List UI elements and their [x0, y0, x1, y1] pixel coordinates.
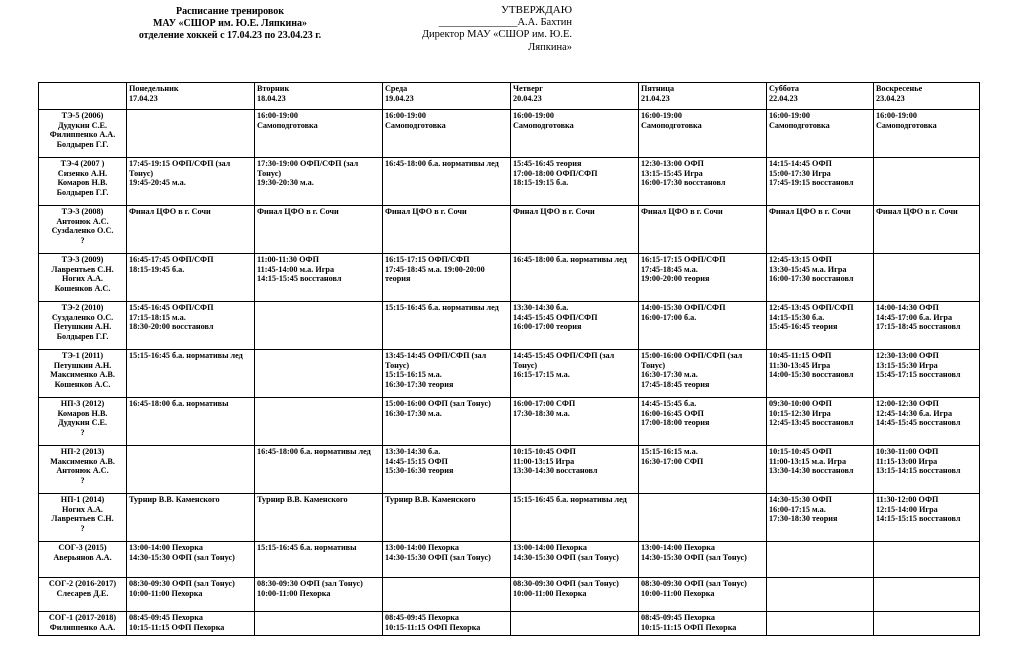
table-row: [39, 206, 980, 254]
schedule-cell: 11:00-11:30 ОФП 11:45-14:00 м.а. Игра 14:15-15:45 восстановл: [255, 254, 383, 302]
table-row: [39, 578, 980, 612]
schedule-cell: 15:15-16:45 б.а. нормативы лед: [383, 302, 511, 350]
group-cell: НП-1 (2014) Ногих А.А. Лаврентьев С.Н. ?: [39, 494, 127, 542]
group-cell: ТЭ-5 (2006) Дудукин С.Е. Филиппенко А.А. Болдырев Г.Г.: [39, 110, 127, 158]
schedule-cell: 10:45-11:15 ОФП 11:30-13:45 Игра 14:00-15:30 восстановл: [767, 350, 874, 398]
schedule-cell: 13:00-14:00 Пехорка 14:30-15:30 ОФП (зал Тонус): [511, 542, 639, 578]
group-cell: ТЭ-3 (2009) Лаврентьев С.Н. Ногих А.А. Кошенков А.С.: [39, 254, 127, 302]
schedule-cell: 16:45-18:00 б.а. нормативы лед: [255, 446, 383, 494]
schedule-cell: 12:45-13:45 ОФП/СФП 14:15-15:30 б.а. 15:45-16:45 теория: [767, 302, 874, 350]
schedule-cell: 13:45-14:45 ОФП/СФП (зал Тонус) 15:15-16:15 м.а. 16:30-17:30 теория: [383, 350, 511, 398]
table-row: [39, 254, 980, 302]
schedule-cell: Финал ЦФО в г. Сочи: [383, 206, 511, 254]
schedule-cell: 08:30-09:30 ОФП (зал Тонус) 10:00-11:00 Пехорка: [511, 578, 639, 612]
schedule-cell: 16:00-19:00 Самоподготовка: [255, 110, 383, 158]
schedule-cell: 12:00-12:30 ОФП 12:45-14:30 б.а. Игра 14:45-15:45 восстановл: [874, 398, 980, 446]
schedule-cell: [511, 612, 639, 636]
group-cell: СОГ-2 (2016-2017) Слесарев Д.Е.: [39, 578, 127, 612]
corner-cell: [39, 83, 127, 110]
schedule-cell: 16:00-19:00 Самоподготовка: [383, 110, 511, 158]
schedule-cell: 08:45-09:45 Пехорка 10:15-11:15 ОФП Пехорка: [639, 612, 767, 636]
schedule-cell: 15:15-16:45 б.а. нормативы лед: [511, 494, 639, 542]
schedule-cell: 10:15-10:45 ОФП 11:00-13:15 Игра 13:30-14:30 восстановл: [511, 446, 639, 494]
schedule-cell: [874, 158, 980, 206]
table-row: [39, 542, 980, 578]
schedule-cell: 08:45-09:45 Пехорка 10:15-11:15 ОФП Пехорка: [127, 612, 255, 636]
schedule-cell: 15:45-16:45 теория 17:00-18:00 ОФП/СФП 18:15-19:15 б.а.: [511, 158, 639, 206]
schedule-cell: [255, 612, 383, 636]
day-header-row: [39, 83, 980, 110]
schedule-cell: 15:15-16:15 м.а. 16:30-17:00 СФП: [639, 446, 767, 494]
schedule-cell: [874, 254, 980, 302]
group-cell: НП-2 (2013) Максименко А.В. Антонюк А.С. ?: [39, 446, 127, 494]
day-header: Среда 19.04.23: [383, 83, 511, 110]
schedule-cell: 16:15-17:15 ОФП/СФП 17:45-18:45 м.а. 19:00-20:00 теория: [383, 254, 511, 302]
training-schedule-table: [38, 82, 980, 636]
schedule-cell: [255, 350, 383, 398]
schedule-cell: 08:30-09:30 ОФП (зал Тонус) 10:00-11:00 Пехорка: [127, 578, 255, 612]
schedule-cell: 12:30-13:00 ОФП 13:15-15:45 Игра 16:00-17:30 восстановл: [639, 158, 767, 206]
group-cell: ТЭ-1 (2011) Петушкин А.Н. Максименко А.В. Кошенков А.С.: [39, 350, 127, 398]
schedule-cell: 08:30-09:30 ОФП (зал Тонус) 10:00-11:00 Пехорка: [639, 578, 767, 612]
schedule-cell: 17:45-19:15 ОФП/СФП (зал Тонус) 19:45-20:45 м.а.: [127, 158, 255, 206]
schedule-cell: [874, 578, 980, 612]
schedule-cell: [874, 612, 980, 636]
schedule-cell: Финал ЦФО в г. Сочи: [255, 206, 383, 254]
schedule-cell: 16:45-17:45 ОФП/СФП 18:15-19:45 б.а.: [127, 254, 255, 302]
schedule-cell: 16:00-19:00 Самоподготовка: [511, 110, 639, 158]
schedule-cell: Турнир В.В. Каменского: [127, 494, 255, 542]
schedule-cell: [383, 578, 511, 612]
day-header: Четверг 20.04.23: [511, 83, 639, 110]
table-row: [39, 398, 980, 446]
table-row: [39, 612, 980, 636]
table-row: [39, 350, 980, 398]
schedule-cell: [639, 494, 767, 542]
approval-title: УТВЕРЖДАЮ: [501, 4, 572, 16]
schedule-cell: 13:30-14:30 б.а. 14:45-15:45 ОФП/СФП 16:00-17:00 теория: [511, 302, 639, 350]
schedule-cell: [255, 398, 383, 446]
schedule-cell: [127, 110, 255, 158]
header-organization: МАУ «СШОР им. Ю.Е. Ляпкина»: [152, 18, 308, 29]
schedule-cell: 16:45-18:00 б.а. нормативы лед: [383, 158, 511, 206]
schedule-cell: 14:15-14:45 ОФП 15:00-17:30 Игра 17:45-19:15 восстановл: [767, 158, 874, 206]
schedule-cell: 13:00-14:00 Пехорка 14:30-15:30 ОФП (зал Тонус): [127, 542, 255, 578]
schedule-cell: [127, 446, 255, 494]
schedule-cell: 09:30-10:00 ОФП 10:15-12:30 Игра 12:45-13:45 восстановл: [767, 398, 874, 446]
schedule-cell: 13:30-14:30 б.а. 14:45-15:15 ОФП 15:30-16:30 теория: [383, 446, 511, 494]
schedule-cell: [255, 302, 383, 350]
day-header: Суббота 22.04.23: [767, 83, 874, 110]
schedule-cell: 10:30-11:00 ОФП 11:15-13:00 Игра 13:15-14:15 восстановл: [874, 446, 980, 494]
schedule-cell: 12:45-13:15 ОФП 13:30-15:45 м.а. Игра 16:00-17:30 восстановл: [767, 254, 874, 302]
schedule-cell: Финал ЦФО в г. Сочи: [511, 206, 639, 254]
schedule-cell: 14:45-15:45 б.а. 16:00-16:45 ОФП 17:00-18:00 теория: [639, 398, 767, 446]
day-header: Пятница 21.04.23: [639, 83, 767, 110]
schedule-cell: 15:00-16:00 ОФП (зал Тонус) 16:30-17:30 м.а.: [383, 398, 511, 446]
schedule-cell: 14:00-15:30 ОФП/СФП 16:00-17:00 б.а.: [639, 302, 767, 350]
schedule-cell: Турнир В.В. Каменского: [383, 494, 511, 542]
schedule-cell: [767, 612, 874, 636]
schedule-cell: [767, 542, 874, 578]
schedule-cell: Турнир В.В. Каменского: [255, 494, 383, 542]
table-row: [39, 494, 980, 542]
schedule-cell: 16:00-19:00 Самоподготовка: [874, 110, 980, 158]
schedule-cell: 15:15-16:45 б.а. нормативы: [255, 542, 383, 578]
day-header: Понедельник 17.04.23: [127, 83, 255, 110]
schedule-cell: 16:00-17:00 СФП 17:30-18:30 м.а.: [511, 398, 639, 446]
header-title: Расписание тренировок: [175, 6, 285, 17]
approval-position-cont: Ляпкина»: [528, 41, 572, 53]
schedule-cell: 14:00-14:30 ОФП 14:45-17:00 б.а. Игра 17:15-18:45 восстановл: [874, 302, 980, 350]
group-cell: ТЭ-2 (2010) Суздаленко О.С. Петушкин А.Н. Болдырев Г.Г.: [39, 302, 127, 350]
schedule-cell: 16:15-17:15 ОФП/СФП 17:45-18:45 м.а. 19:00-20:00 теория: [639, 254, 767, 302]
group-cell: ТЭ-3 (2008) Антонюк А.С. Сузdaленко О.С. ?: [39, 206, 127, 254]
schedule-cell: 17:30-19:00 ОФП/СФП (зал Тонус) 19:30-20:30 м.а.: [255, 158, 383, 206]
schedule-cell: 08:30-09:30 ОФП (зал Тонус) 10:00-11:00 Пехорка: [255, 578, 383, 612]
schedule-cell: 08:45-09:45 Пехорка 10:15-11:15 ОФП Пехорка: [383, 612, 511, 636]
schedule-cell: [767, 578, 874, 612]
schedule-cell: 16:00-19:00 Самоподготовка: [767, 110, 874, 158]
approval-signature-line: _______________А.А. Бахтин: [438, 16, 572, 28]
schedule-cell: Финал ЦФО в г. Сочи: [874, 206, 980, 254]
schedule-cell: 13:00-14:00 Пехорка 14:30-15:30 ОФП (зал Тонус): [383, 542, 511, 578]
group-cell: СОГ-3 (2015) Аверьянов А.А.: [39, 542, 127, 578]
schedule-cell: 16:00-19:00 Самоподготовка: [639, 110, 767, 158]
schedule-cell: 14:45-15:45 ОФП/СФП (зал Тонус) 16:15-17:15 м.а.: [511, 350, 639, 398]
header-period: отделение хоккей с 17.04.23 по 23.04.23 г.: [138, 30, 322, 41]
schedule-cell: 13:00-14:00 Пехорка 14:30-15:30 ОФП (зал Тонус): [639, 542, 767, 578]
table-row: [39, 158, 980, 206]
schedule-cell: 10:15-10:45 ОФП 11:00-13:15 м.а. Игра 13:30-14:30 восстановл: [767, 446, 874, 494]
schedule-cell: Финал ЦФО в г. Сочи: [127, 206, 255, 254]
day-header: Воскресенье 23.04.23: [874, 83, 980, 110]
schedule-cell: 16:45-18:00 б.а. нормативы лед: [511, 254, 639, 302]
group-cell: ТЭ-4 (2007 ) Сизенко А.Н. Комаров Н.В. Болдырев Г.Г.: [39, 158, 127, 206]
schedule-cell: [874, 542, 980, 578]
schedule-cell: 15:00-16:00 ОФП/СФП (зал Тонус) 16:30-17:30 м.а. 17:45-18:45 теория: [639, 350, 767, 398]
table-row: [39, 110, 980, 158]
table-row: [39, 446, 980, 494]
schedule-cell: Финал ЦФО в г. Сочи: [767, 206, 874, 254]
schedule-header: [100, 6, 360, 42]
approval-block: [392, 4, 572, 54]
group-cell: НП-3 (2012) Комаров Н.В. Дудукин С.Е. ?: [39, 398, 127, 446]
schedule-cell: 16:45-18:00 б.а. нормативы: [127, 398, 255, 446]
group-cell: СОГ-1 (2017-2018) Филиппенко А.А.: [39, 612, 127, 636]
schedule-cell: 15:45-16:45 ОФП/СФП 17:15-18:15 м.а. 18:30-20:00 восстановл: [127, 302, 255, 350]
day-header: Вторник 18.04.23: [255, 83, 383, 110]
schedule-cell: 14:30-15:30 ОФП 16:00-17:15 м.а. 17:30-18:30 теория: [767, 494, 874, 542]
approval-position: Директор МАУ «СШОР им. Ю.Е.: [421, 29, 572, 40]
schedule-cell: 15:15-16:45 б.а. нормативы лед: [127, 350, 255, 398]
schedule-cell: 12:30-13:00 ОФП 13:15-15:30 Игра 15:45-17:15 восстановл: [874, 350, 980, 398]
schedule-cell: 11:30-12:00 ОФП 12:15-14:00 Игра 14:15-15:15 восстановл: [874, 494, 980, 542]
table-row: [39, 302, 980, 350]
schedule-cell: Финал ЦФО в г. Сочи: [639, 206, 767, 254]
